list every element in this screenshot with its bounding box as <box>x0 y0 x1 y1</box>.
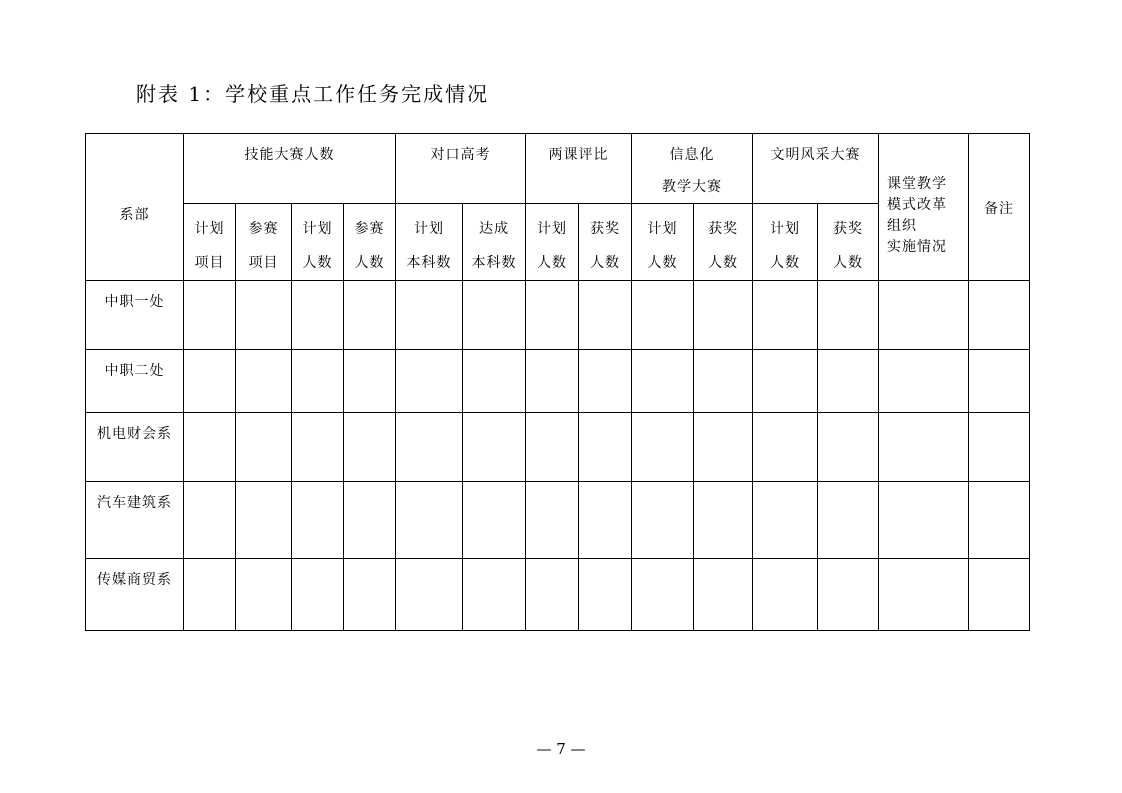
classroom-reform-label-l3: 组织 <box>887 218 917 234</box>
data-cell <box>184 559 236 631</box>
subheader-line2: 人数 <box>708 255 738 271</box>
data-cell <box>236 281 292 350</box>
subheader-line2: 人数 <box>537 255 567 271</box>
data-cell <box>818 482 879 559</box>
data-cell <box>292 350 344 413</box>
info-teaching-label-line1: 信息化 <box>669 147 715 163</box>
data-cell <box>463 559 526 631</box>
subheader-cell <box>344 204 396 281</box>
data-cell <box>753 413 818 482</box>
data-cell <box>879 350 969 413</box>
subheader-line2: 项目 <box>194 255 225 271</box>
data-cell <box>753 281 818 350</box>
table-row <box>86 281 1030 350</box>
data-cell <box>818 559 879 631</box>
data-cell <box>396 281 463 350</box>
dept-name: 汽车建筑系 <box>97 495 172 511</box>
classroom-reform-label-l1: 课堂教学 <box>887 176 947 192</box>
data-cell <box>526 281 579 350</box>
table-row <box>86 413 1030 482</box>
dept-name: 中职二处 <box>104 363 165 379</box>
data-cell <box>632 413 694 482</box>
subheader-cell <box>526 204 579 281</box>
dept-name-cell <box>86 559 184 631</box>
subheader-cell <box>184 204 236 281</box>
college-exam-header <box>396 134 526 204</box>
data-cell <box>579 281 632 350</box>
data-cell <box>344 559 396 631</box>
dept-name-cell <box>86 482 184 559</box>
data-cell <box>879 559 969 631</box>
skills-contest-header <box>184 134 396 204</box>
subheader-line1: 计划 <box>194 221 225 237</box>
table-row <box>86 482 1030 559</box>
dept-header-label: 系部 <box>119 207 150 223</box>
subheader-line1: 获奖 <box>590 221 620 237</box>
dept-name: 传媒商贸系 <box>97 572 172 588</box>
data-cell <box>879 413 969 482</box>
document-title: 附表 1：学校重点工作任务完成情况 <box>136 82 490 106</box>
subheader-line2: 人数 <box>647 255 678 271</box>
data-cell <box>396 350 463 413</box>
two-courses-header <box>526 134 632 204</box>
subheader-line1: 参赛 <box>354 221 385 237</box>
data-cell <box>632 559 694 631</box>
remarks-header <box>969 134 1030 281</box>
data-cell <box>818 413 879 482</box>
data-cell <box>184 413 236 482</box>
data-cell <box>526 559 579 631</box>
data-cell <box>969 413 1030 482</box>
dept-header-cell <box>86 134 184 281</box>
data-cell <box>694 482 753 559</box>
data-cell <box>292 281 344 350</box>
data-cell <box>694 559 753 631</box>
data-cell <box>632 281 694 350</box>
subheader-line2: 人数 <box>770 255 800 271</box>
civility-contest-header <box>753 134 879 204</box>
data-cell <box>969 281 1030 350</box>
dept-name-cell <box>86 413 184 482</box>
data-cell <box>632 350 694 413</box>
data-cell <box>396 559 463 631</box>
task-completion-table <box>85 133 1030 631</box>
civility-contest-label: 文明风采大赛 <box>770 147 861 163</box>
subheader-line2: 人数 <box>354 255 385 271</box>
data-cell <box>694 350 753 413</box>
remarks-label: 备注 <box>984 201 1014 217</box>
data-cell <box>526 482 579 559</box>
data-cell <box>396 482 463 559</box>
data-cell <box>184 281 236 350</box>
page-number: — 7 — <box>536 740 586 758</box>
subheader-line1: 获奖 <box>833 221 863 237</box>
subheader-line1: 达成 <box>479 221 509 237</box>
subheader-cell <box>818 204 879 281</box>
subheader-cell <box>463 204 526 281</box>
subheader-line2: 人数 <box>302 255 333 271</box>
data-cell <box>694 413 753 482</box>
data-cell <box>969 559 1030 631</box>
subheader-cell <box>236 204 292 281</box>
data-cell <box>969 482 1030 559</box>
dept-name: 机电财会系 <box>97 426 172 442</box>
data-cell <box>969 350 1030 413</box>
data-cell <box>292 559 344 631</box>
data-cell <box>463 350 526 413</box>
data-cell <box>526 350 579 413</box>
data-cell <box>184 350 236 413</box>
data-cell <box>753 350 818 413</box>
subheader-cell <box>396 204 463 281</box>
subheader-line1: 计划 <box>770 221 800 237</box>
dept-name-cell <box>86 350 184 413</box>
data-cell <box>292 482 344 559</box>
subheader-line2: 人数 <box>590 255 620 271</box>
subheader-line1: 计划 <box>414 221 444 237</box>
data-cell <box>344 281 396 350</box>
college-exam-label: 对口高考 <box>430 147 491 163</box>
data-cell <box>184 482 236 559</box>
subheader-line1: 计划 <box>537 221 567 237</box>
data-cell <box>879 281 969 350</box>
data-cell <box>579 559 632 631</box>
subheader-cell <box>292 204 344 281</box>
subheader-line1: 计划 <box>302 221 333 237</box>
subheader-cell <box>579 204 632 281</box>
two-courses-label: 两课评比 <box>548 147 609 163</box>
data-cell <box>694 281 753 350</box>
data-cell <box>236 559 292 631</box>
data-cell <box>236 350 292 413</box>
data-cell <box>463 281 526 350</box>
data-cell <box>292 413 344 482</box>
data-cell <box>344 482 396 559</box>
data-cell <box>579 482 632 559</box>
data-cell <box>632 482 694 559</box>
data-cell <box>579 350 632 413</box>
data-cell <box>579 413 632 482</box>
data-cell <box>753 559 818 631</box>
subheader-line1: 获奖 <box>708 221 738 237</box>
data-cell <box>753 482 818 559</box>
data-cell <box>236 413 292 482</box>
subheader-line2: 本科数 <box>471 255 517 271</box>
data-cell <box>818 350 879 413</box>
header-row-groups <box>86 134 1030 204</box>
subheader-cell <box>694 204 753 281</box>
classroom-reform-label-l2: 模式改革 <box>887 197 947 213</box>
subheader-cell <box>753 204 818 281</box>
subheader-line2: 人数 <box>833 255 863 271</box>
info-teaching-header <box>632 134 753 204</box>
table-row <box>86 350 1030 413</box>
data-cell <box>344 413 396 482</box>
skills-contest-label: 技能大赛人数 <box>244 147 335 163</box>
data-cell <box>396 413 463 482</box>
data-cell <box>236 482 292 559</box>
data-cell <box>463 413 526 482</box>
table-row <box>86 559 1030 631</box>
classroom-reform-header <box>879 134 969 281</box>
info-teaching-label-line2: 教学大赛 <box>662 179 722 195</box>
dept-name-cell <box>86 281 184 350</box>
dept-name: 中职一处 <box>104 294 165 310</box>
data-cell <box>463 482 526 559</box>
data-cell <box>879 482 969 559</box>
data-cell <box>344 350 396 413</box>
data-cell <box>526 413 579 482</box>
subheader-line1: 计划 <box>647 221 678 237</box>
subheader-line2: 本科数 <box>406 255 452 271</box>
subheader-line1: 参赛 <box>248 221 279 237</box>
data-cell <box>818 281 879 350</box>
subheader-line2: 项目 <box>248 255 279 271</box>
classroom-reform-label-l4: 实施情况 <box>887 239 947 255</box>
subheader-cell <box>632 204 694 281</box>
